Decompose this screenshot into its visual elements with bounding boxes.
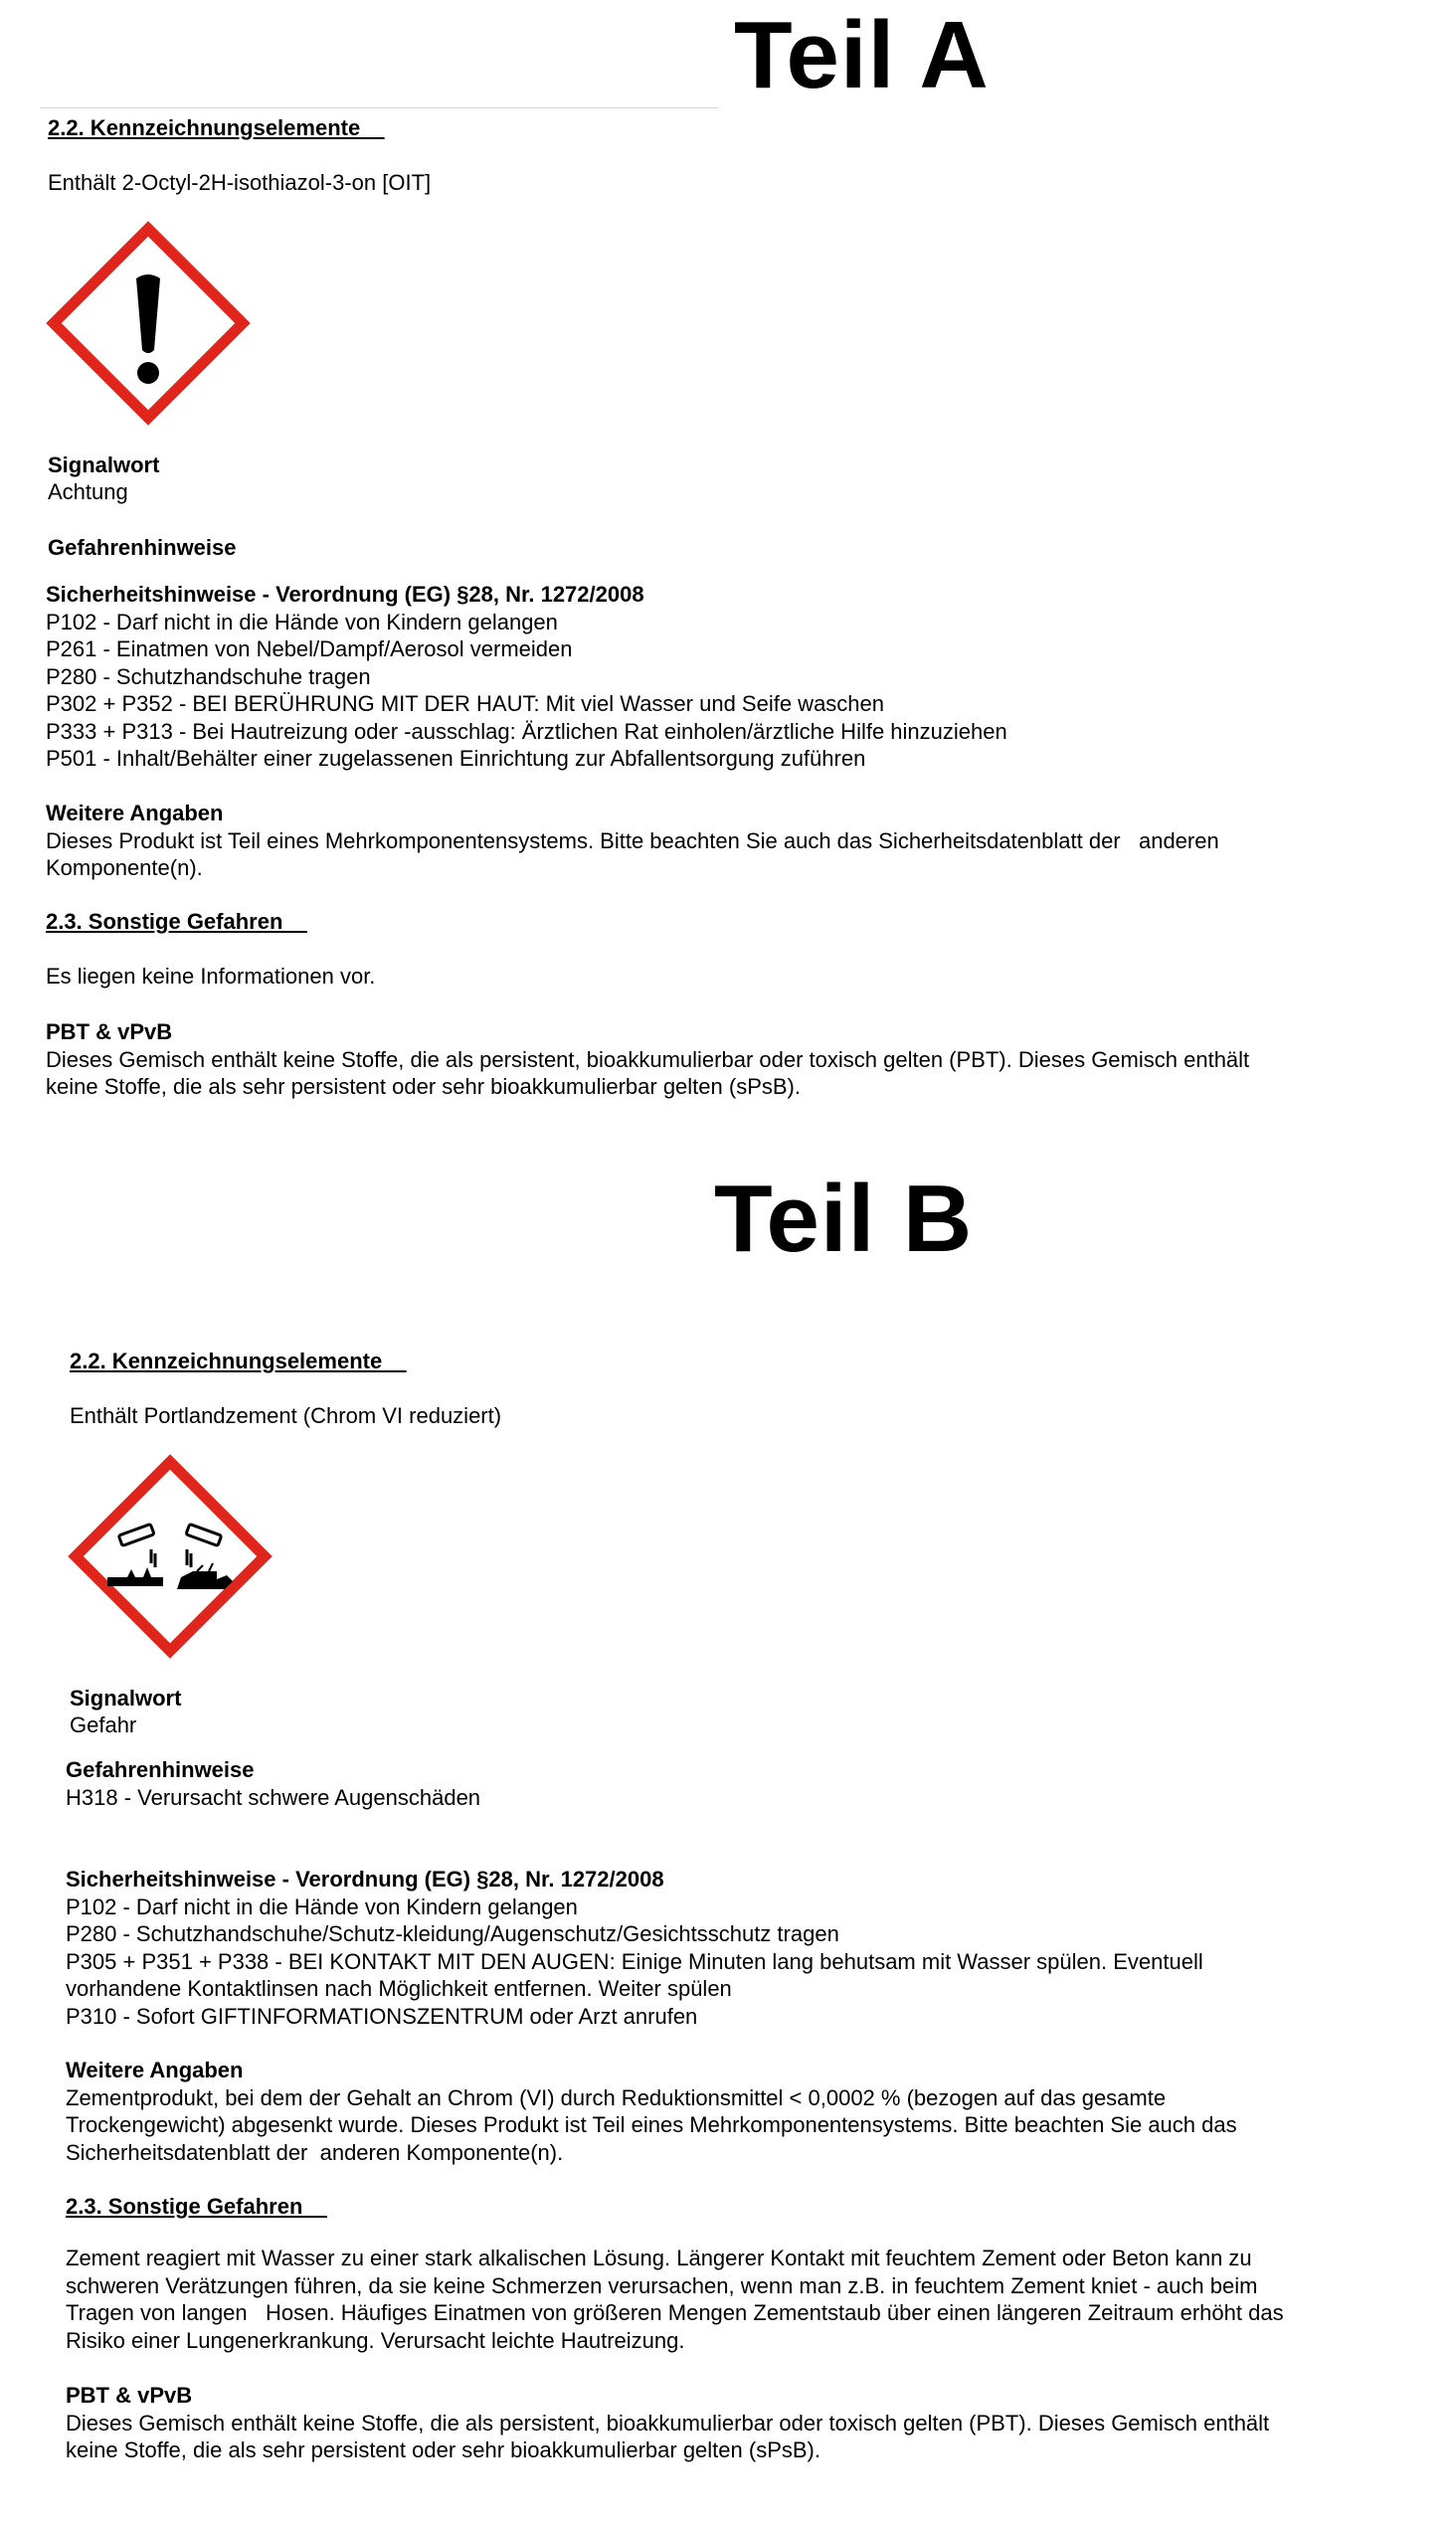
pbt-heading: PBT & vPvB bbox=[46, 1019, 173, 1044]
pbt-line: keine Stoffe, die als sehr persistent oder sehr bioakkumulierbar gelten (sPsB). bbox=[46, 1074, 801, 1099]
part-b-precautions bbox=[66, 1866, 1203, 2030]
part-a-other-text: Es liegen keine Informationen vor. bbox=[46, 964, 376, 989]
further-info-line: Zementprodukt, bei dem der Gehalt an Chrom (VI) durch Reduktionsmittel < 0,0002 % (bezogen auf das gesamte bbox=[66, 2084, 1167, 2110]
part-a-title: Teil A bbox=[734, 2, 990, 108]
part-b-heading-labeling: 2.2. Kennzeichnungselemente bbox=[70, 1349, 407, 1373]
part-b-signal-word: Gefahr bbox=[70, 1713, 137, 1737]
further-info-line: Trockengewicht) abgesenkt wurde. Dieses Produkt ist Teil eines Mehrkomponentensystems. Bitte beachten Sie auch das bbox=[66, 2112, 1237, 2137]
further-info-line: Komponente(n). bbox=[46, 855, 203, 880]
other-hazard-line: schweren Verätzungen führen, da sie keine Schmerzen verursachen, wenn man z.B. in feuchtem Zement kniet - auch beim bbox=[66, 2272, 1258, 2298]
part-b-hazards bbox=[66, 1756, 480, 1811]
precaution-line: P261 - Einatmen von Nebel/Dampf/Aerosol vermeiden bbox=[46, 636, 573, 661]
part-b-signal-word-label: Signalwort bbox=[70, 1686, 182, 1711]
precaution-line: P102 - Darf nicht in die Hände von Kindern gelangen bbox=[46, 609, 558, 634]
part-a-signal-word-label: Signalwort bbox=[48, 452, 160, 477]
further-info-line: Dieses Produkt ist Teil eines Mehrkomponentensystems. Bitte beachten Sie auch das Sicherheitsdatenblatt der anderen bbox=[46, 827, 1219, 853]
part-a-further-info bbox=[46, 800, 1219, 882]
part-a-hazard-label: Gefahrenhinweise bbox=[48, 535, 237, 560]
part-b-heading-other-hazards: 2.3. Sonstige Gefahren bbox=[66, 2194, 327, 2219]
pbt-heading: PBT & vPvB bbox=[66, 2383, 193, 2408]
part-a-pbt bbox=[46, 1018, 1249, 1101]
precaution-line: P333 + P313 - Bei Hautreizung oder -ausschlag: Ärztlichen Rat einholen/ärztliche Hilfe hinzuziehen bbox=[46, 718, 1007, 744]
part-b-pbt bbox=[66, 2382, 1269, 2464]
part-a-heading-other-hazards: 2.3. Sonstige Gefahren bbox=[46, 909, 307, 934]
part-a-signal-word: Achtung bbox=[48, 479, 128, 504]
precaution-heading: Sicherheitshinweise - Verordnung (EG) §28, Nr. 1272/2008 bbox=[46, 582, 644, 607]
precaution-line: P501 - Inhalt/Behälter einer zugelassenen Einrichtung zur Abfallentsorgung zuführen bbox=[46, 746, 866, 771]
part-b-contains: Enthält Portlandzement (Chrom VI reduziert) bbox=[70, 1403, 502, 1428]
precaution-line: P280 - Schutzhandschuhe tragen bbox=[46, 663, 371, 689]
hazard-statement: H318 - Verursacht schwere Augenschäden bbox=[66, 1784, 481, 1810]
other-hazard-line: Zement reagiert mit Wasser zu einer stark alkalischen Lösung. Längerer Kontakt mit feuchtem Zement oder Beton kann zu bbox=[66, 2246, 1252, 2270]
part-b-other-text bbox=[66, 2245, 1284, 2354]
precaution-line: P302 + P352 - BEI BERÜHRUNG MIT DER HAUT: Mit viel Wasser und Seife waschen bbox=[46, 691, 885, 716]
precaution-line: P305 + P351 + P338 - BEI KONTAKT MIT DEN AUGEN: Einige Minuten lang behutsam mit Wasser spülen. Eventuell bbox=[66, 1948, 1203, 1974]
corrosion-ghs05-icon bbox=[68, 1454, 273, 1659]
part-b-title: Teil B bbox=[714, 1166, 974, 1272]
precaution-line: P102 - Darf nicht in die Hände von Kindern gelangen bbox=[66, 1894, 578, 1919]
further-info-heading: Weitere Angaben bbox=[46, 801, 224, 825]
precaution-line: P310 - Sofort GIFTINFORMATIONSZENTRUM oder Arzt anrufen bbox=[66, 2003, 698, 2029]
pbt-line: Dieses Gemisch enthält keine Stoffe, die als persistent, bioakkumulierbar oder toxisch gelten (PBT). Dieses Gemisch enthält bbox=[46, 1046, 1250, 1072]
further-info-line: Sicherheitsdatenblatt der anderen Komponente(n). bbox=[66, 2139, 564, 2165]
precaution-heading: Sicherheitshinweise - Verordnung (EG) §28, Nr. 1272/2008 bbox=[66, 1867, 664, 1892]
precaution-line: P280 - Schutzhandschuhe/Schutz-kleidung/Augenschutz/Gesichtsschutz tragen bbox=[66, 1921, 839, 1946]
further-info-heading: Weitere Angaben bbox=[66, 2058, 244, 2082]
hazard-heading: Gefahrenhinweise bbox=[66, 1757, 255, 1782]
part-a-contains: Enthält 2-Octyl-2H-isothiazol-3-on [OIT] bbox=[48, 170, 432, 195]
exclamation-mark-ghs07-icon bbox=[46, 221, 251, 426]
part-a-precautions bbox=[46, 581, 1007, 773]
part-a-heading-labeling: 2.2. Kennzeichnungselemente bbox=[48, 115, 385, 140]
header-divider bbox=[40, 107, 718, 108]
pbt-line: Dieses Gemisch enthält keine Stoffe, die als persistent, bioakkumulierbar oder toxisch gelten (PBT). Dieses Gemisch enthält bbox=[66, 2410, 1270, 2436]
part-b-further-info bbox=[66, 2057, 1237, 2166]
precaution-line: vorhandene Kontaktlinsen nach Möglichkeit entfernen. Weiter spülen bbox=[66, 1976, 732, 2001]
other-hazard-line: Tragen von langen Hosen. Häufiges Einatmen von größeren Mengen Zementstaub über einen längeren Zeitraum erhöht das bbox=[66, 2300, 1284, 2325]
other-hazard-line: Risiko einer Lungenerkrankung. Verursacht leichte Hautreizung. bbox=[66, 2327, 685, 2353]
pbt-line: keine Stoffe, die als sehr persistent oder sehr bioakkumulierbar gelten (sPsB). bbox=[66, 2437, 820, 2462]
